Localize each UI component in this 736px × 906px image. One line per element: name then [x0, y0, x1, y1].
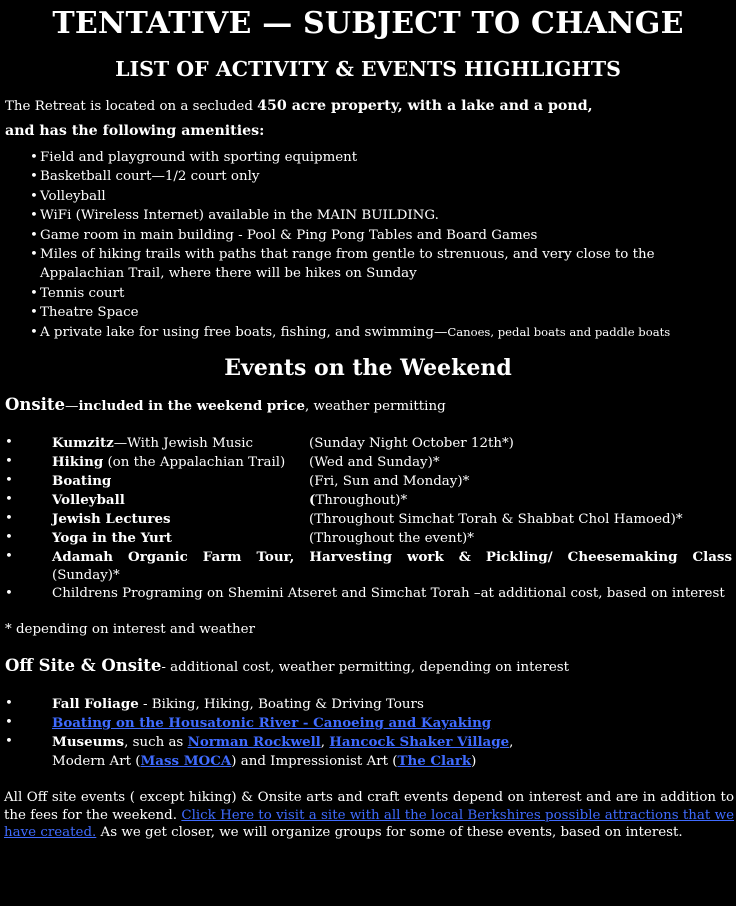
- bullet-icon: •: [30, 150, 38, 165]
- event-item-children: • Childrens Programing on Shemini Atseret and Simchat Torah –at additional cost, based on interest: [5, 586, 725, 602]
- intro-paragraph: [5, 94, 736, 144]
- event-item-boating: [0, 714, 736, 733]
- bullet-icon: •: [30, 227, 38, 243]
- event-item: • Volleyball (Throughout)*: [5, 492, 408, 509]
- amenities-list: [0, 148, 736, 342]
- berkshires-attractions-link[interactable]: Click Here to visit a site with all the local Berkshires possible attractions that we have created.: [4, 807, 734, 841]
- bullet-icon: •: [5, 586, 13, 602]
- list-item: • Game room in main building - Pool & Ping Pong Tables and Board Games: [30, 226, 680, 245]
- clark-link[interactable]: The Clark: [397, 753, 472, 770]
- bullet-icon: •: [5, 473, 13, 489]
- event-item: • Jewish Lectures (Throughout Simchat Torah & Shabbat Chol Hamoed)*: [5, 511, 683, 528]
- event-item: • Yoga in the Yurt (Throughout the event)*: [5, 530, 474, 547]
- list-item: • Tennis court: [30, 284, 680, 303]
- onsite-included: included in the weekend price: [78, 398, 306, 415]
- boating-link[interactable]: Boating on the Housatonic River - Canoeing and Kayaking: [52, 715, 492, 732]
- offsite-heading: Off Site & Onsite- additional cost, weather permitting, depending on interest: [5, 656, 570, 676]
- final-paragraph: All Off site events ( except hiking) & Onsite arts and craft events depend on interest and are in addition to the fees for the weekend. Click Here to visit a site with all the local Berkshires possible attractions that we have created. As we get closer, we will organize groups for some of these events, based on interest.: [4, 790, 734, 841]
- bullet-icon: •: [5, 696, 13, 712]
- bullet-icon: •: [30, 247, 38, 263]
- event-item: • Hiking (on the Appalachian Trail) (Wed and Sunday)*: [5, 454, 440, 471]
- bullet-icon: •: [30, 324, 38, 340]
- bullet-icon: •: [5, 454, 13, 470]
- bullet-icon: •: [5, 734, 13, 750]
- hancock-shaker-link[interactable]: Hancock Shaker Village: [329, 734, 510, 751]
- page-subtitle: LIST OF ACTIVITY & EVENTS HIGHLIGHTS: [115, 57, 621, 81]
- bullet-icon: •: [30, 208, 38, 224]
- list-item: • Field and playground with sporting equipment: [30, 148, 680, 167]
- list-item: • Miles of hiking trails with paths that range from gentle to strenuous, and very close to the Appalachian Trail, where there will be hikes on Sunday: [30, 247, 655, 282]
- bullet-icon: •: [5, 492, 13, 508]
- bullet-icon: •: [5, 530, 13, 546]
- norman-rockwell-link[interactable]: Norman Rockwell: [187, 734, 321, 751]
- bullet-icon: •: [5, 549, 13, 565]
- bullet-icon: •: [30, 169, 38, 185]
- event-item-foliage: • Fall Foliage - Biking, Hiking, Boating & Driving Tours: [5, 696, 424, 713]
- list-item: • WiFi (Wireless Internet) available in the MAIN BUILDING.: [30, 206, 680, 225]
- bullet-icon: •: [5, 435, 13, 451]
- list-item: • Basketball court—1/2 court only: [30, 167, 680, 186]
- event-item-museums: • Museums, such as Norman Rockwell, Hancock Shaker Village, Modern Art (Mass MOCA) and Impressionist Art (The Clark): [5, 734, 514, 770]
- offsite-events-list: [0, 695, 736, 771]
- availability-note: * depending on interest and weather: [5, 622, 256, 638]
- onsite-label: Onsite: [5, 395, 66, 415]
- page-title: TENTATIVE — SUBJECT TO CHANGE: [52, 6, 684, 41]
- bullet-icon: •: [30, 305, 38, 321]
- offsite-label: Off Site & Onsite: [5, 656, 162, 676]
- intro-text: The Retreat is located on a secluded: [5, 99, 258, 114]
- onsite-heading: Onsite—included in the weekend price, weather permitting: [5, 395, 446, 415]
- list-item: • Volleyball: [30, 187, 680, 206]
- intro-amenities-lead: and has the following amenities:: [5, 123, 265, 139]
- onsite-events-list: [0, 434, 736, 603]
- event-item-farm: • Adamah Organic Farm Tour, Harvesting work & Pickling/ Cheesemaking Class (Sunday)*: [5, 549, 732, 584]
- intro-acreage: 450 acre property, with a lake and a pond,: [257, 98, 593, 114]
- list-item-lake: • A private lake for using free boats, fishing, and swimming—Canoes, pedal boats and paddle boats: [30, 323, 680, 342]
- event-item: • Boating (Fri, Sun and Monday)*: [5, 473, 470, 490]
- lake-boats-note: Canoes, pedal boats and paddle boats: [447, 324, 671, 339]
- bullet-icon: •: [30, 188, 38, 204]
- bullet-icon: •: [5, 715, 13, 731]
- bullet-icon: •: [30, 285, 38, 301]
- mass-moca-link[interactable]: Mass MOCA: [140, 753, 232, 770]
- bullet-icon: •: [5, 511, 13, 527]
- list-item: • Theatre Space: [30, 303, 680, 322]
- weekend-heading: Events on the Weekend: [224, 355, 512, 382]
- event-item: • Kumzitz—With Jewish Music (Sunday Night October 12th*): [5, 435, 514, 452]
